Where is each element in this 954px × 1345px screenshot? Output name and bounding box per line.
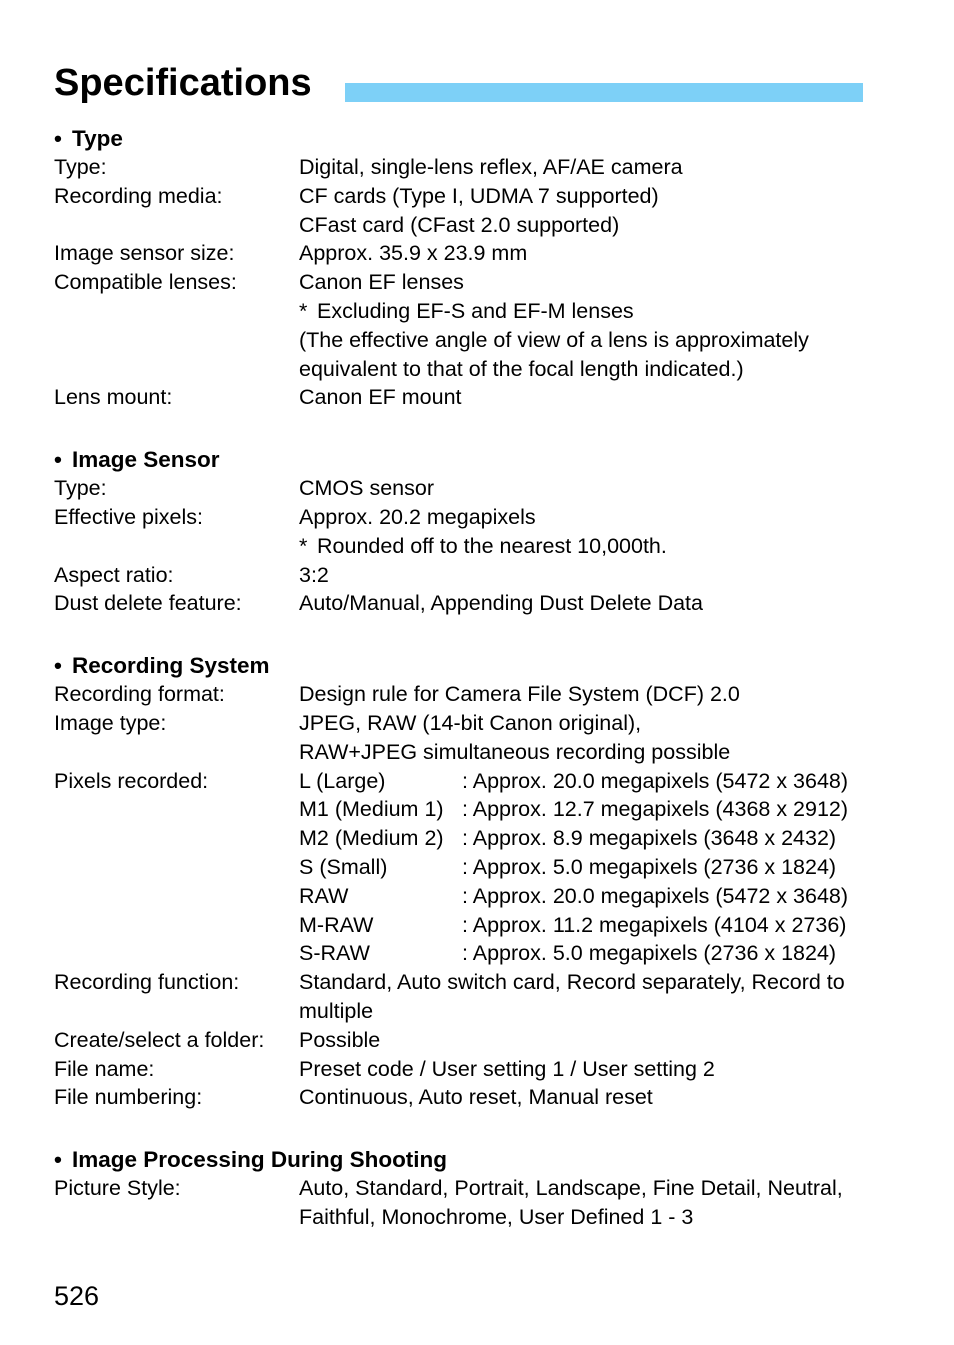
spec-value: CF cards (Type I, UDMA 7 supported) [299, 183, 659, 208]
pixels-row [299, 795, 914, 824]
spec-note: * Excluding EF-S and EF-M lenses [299, 297, 914, 326]
spec-row-pixels-recorded [54, 767, 914, 969]
page-number: 526 [54, 1281, 100, 1311]
spec-value: CMOS sensor [299, 476, 435, 501]
spec-value: Digital, single-lens reflex, AF/AE camera [299, 155, 683, 179]
pixels-row [299, 939, 914, 968]
spec-row-type [54, 153, 914, 182]
spec-row-picture-style [54, 1174, 914, 1232]
spec-row-lens-mount [54, 383, 914, 412]
spec-label: Recording format: [54, 682, 225, 707]
spec-value: equivalent to that of the focal length indicated.) [299, 356, 744, 381]
spec-row-dust-delete [54, 589, 914, 618]
section-image-sensor [54, 445, 914, 618]
spec-value: Preset code / User setting 1 / User setting 2 [299, 1056, 715, 1081]
section-title-image-processing: • Image Processing During Shooting [54, 1147, 448, 1173]
asterisk-icon: * [299, 298, 308, 323]
spec-row-image-type [54, 709, 914, 767]
spec-value: CFast card (CFast 2.0 supported) [299, 212, 620, 237]
spec-label: Type: [54, 476, 107, 501]
spec-label: Dust delete feature: [54, 591, 242, 616]
section-recording-system [54, 651, 914, 1112]
spec-label: File numbering: [54, 1085, 203, 1110]
spec-row-folder [54, 1026, 914, 1055]
pixels-row [299, 767, 914, 796]
pixels-size-value: : Approx. 5.0 megapixels (2736 x 1824) [462, 941, 837, 966]
spec-row-recording-format [54, 680, 914, 709]
pixels-size-name: M2 (Medium 2) [299, 826, 444, 851]
bullet-icon: • [54, 126, 62, 151]
pixels-row [299, 911, 914, 940]
spec-note: * Rounded off to the nearest 10,000th. [299, 532, 914, 561]
spec-label: Create/select a folder: [54, 1027, 265, 1052]
pixels-row [299, 853, 914, 882]
spec-row-sensor-type [54, 474, 914, 503]
spec-row-compatible-lenses [54, 268, 914, 383]
spec-row-recording-function [54, 968, 914, 1026]
spec-label: Image type: [54, 710, 167, 735]
title-accent-bar [345, 83, 863, 102]
pixels-row [299, 882, 914, 911]
spec-value: 3:2 [299, 562, 329, 587]
spec-row-sensor-size [54, 239, 914, 268]
spec-row-aspect-ratio [54, 561, 914, 590]
pixels-size-name: L (Large) [299, 768, 386, 793]
spec-content [54, 124, 914, 1265]
spec-label: Lens mount: [54, 385, 173, 410]
bullet-icon: • [54, 1147, 62, 1173]
spec-label: Effective pixels: [54, 504, 203, 529]
pixels-size-value: : Approx. 11.2 megapixels (4104 x 2736) [462, 912, 847, 937]
spec-row-file-name [54, 1055, 914, 1084]
spec-label: File name: [54, 1056, 155, 1081]
section-title-image-sensor: • Image Sensor [54, 447, 220, 473]
spec-value: Approx. 20.2 megapixels [299, 504, 536, 529]
spec-value: RAW+JPEG simultaneous recording possible [299, 739, 731, 764]
spec-value: Possible [299, 1027, 381, 1052]
section-title-recording-system: • Recording System [54, 653, 270, 679]
pixels-size-name: S (Small) [299, 854, 388, 879]
page-title: Specifications [54, 62, 312, 104]
spec-label: Compatible lenses: [54, 270, 237, 295]
spec-value: JPEG, RAW (14-bit Canon original), [299, 710, 642, 735]
pixels-size-value: : Approx. 5.0 megapixels (2736 x 1824) [462, 854, 837, 879]
asterisk-icon: * [299, 533, 308, 558]
section-image-processing [54, 1145, 914, 1232]
pixels-row [299, 824, 914, 853]
spec-value: Approx. 35.9 x 23.9 mm [299, 241, 528, 266]
spec-value: Auto/Manual, Appending Dust Delete Data [299, 591, 703, 616]
pixels-size-value: : Approx. 12.7 megapixels (4368 x 2912) [462, 797, 849, 822]
spec-label: Recording function: [54, 970, 240, 995]
spec-value: Design rule for Camera File System (DCF) 2.0 [299, 682, 740, 707]
pixels-size-value: : Approx. 20.0 megapixels (5472 x 3648) [462, 768, 849, 793]
spec-value: Canon EF mount [299, 385, 462, 410]
spec-label: Recording media: [54, 183, 223, 208]
spec-value: Continuous, Auto reset, Manual reset [299, 1085, 653, 1110]
spec-label: Type: [54, 155, 107, 179]
pixels-size-value: : Approx. 20.0 megapixels (5472 x 3648) [462, 883, 849, 908]
pixels-size-value: : Approx. 8.9 megapixels (3648 x 2432) [462, 826, 837, 851]
spec-value: Standard, Auto switch card, Record separately, Record to multiple [299, 970, 845, 1023]
spec-value: Canon EF lenses [299, 270, 464, 295]
bullet-icon: • [54, 653, 62, 679]
spec-label: Image sensor size: [54, 241, 235, 266]
spec-value: Auto, Standard, Portrait, Landscape, Fine Detail, Neutral, Faithful, Monochrome, User Defined 1 - 3 [299, 1176, 843, 1229]
spec-value: (The effective angle of view of a lens is approximately [299, 327, 809, 352]
spec-row-recording-media [54, 182, 914, 240]
pixels-size-name: S-RAW [299, 941, 370, 966]
spec-label: Picture Style: [54, 1176, 181, 1201]
spec-row-effective-pixels [54, 503, 914, 561]
bullet-icon: • [54, 447, 62, 473]
spec-label: Aspect ratio: [54, 562, 174, 587]
pixels-size-name: RAW [299, 883, 349, 908]
section-title-type: • Type [54, 126, 123, 151]
spec-row-file-numbering [54, 1083, 914, 1112]
section-type [54, 124, 914, 412]
pixels-size-name: M-RAW [299, 912, 374, 937]
pixels-size-name: M1 (Medium 1) [299, 797, 444, 822]
spec-label: Pixels recorded: [54, 768, 209, 793]
